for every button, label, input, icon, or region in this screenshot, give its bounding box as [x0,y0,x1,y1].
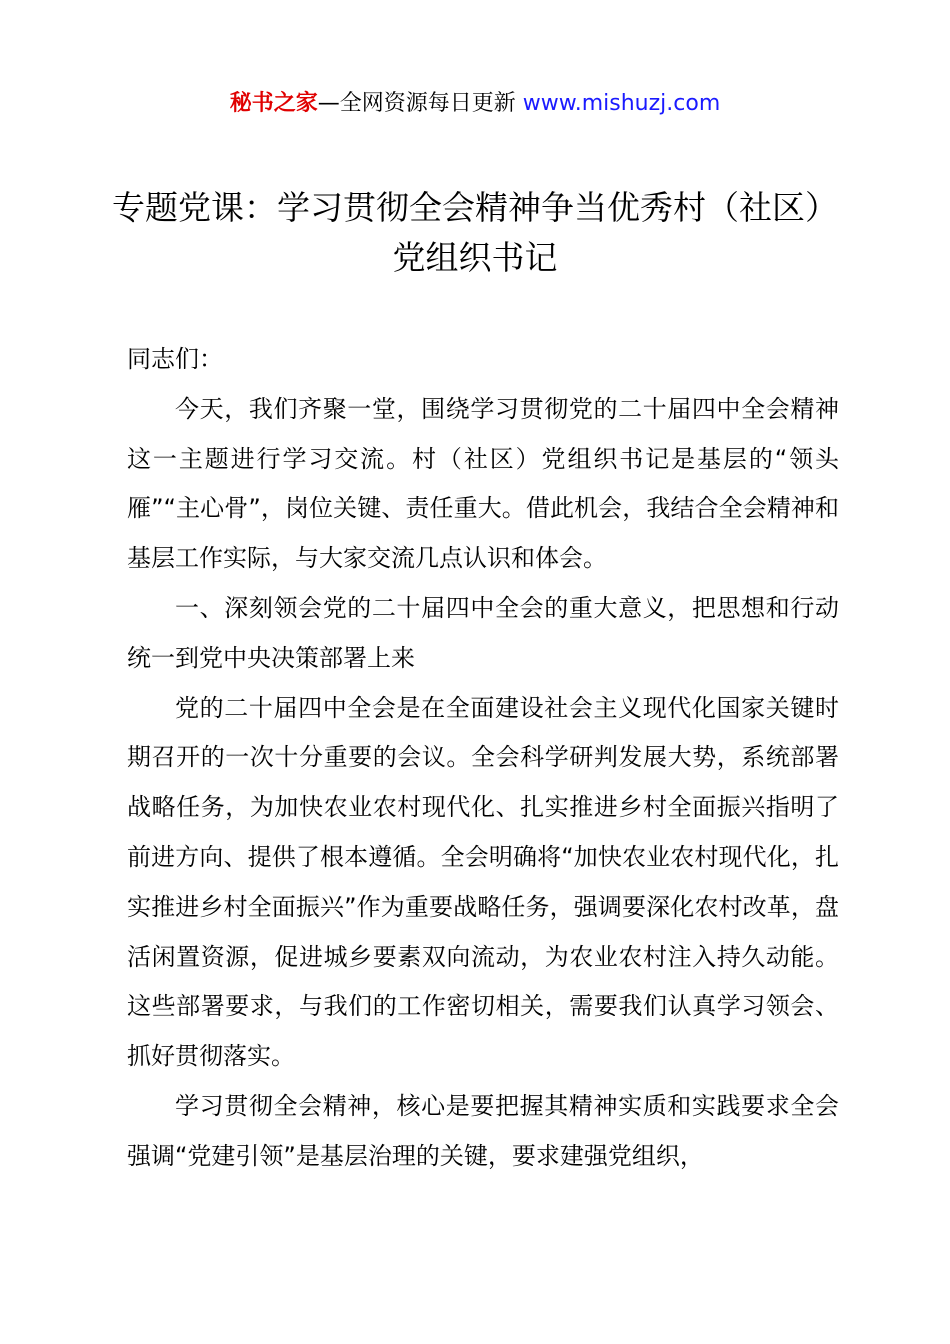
brand-name: 秘书之家 [229,91,318,116]
site-header [0,88,950,120]
document-title: 专题党课：学习贯彻全会精神争当优秀村（社区）党组织书记 [112,188,838,277]
paragraph: 学习贯彻全会精神，核心是要把握其精神实质和实践要求全会强调“党建引领”是基层治理的关键，要求建强党组织， [127,1091,839,1170]
site-url-link[interactable]: www.mishuzj.com [522,91,721,116]
section-heading: 一、深刻领会党的二十届四中全会的重大意义，把思想和行动统一到党中央决策部署上来 [127,593,839,672]
greeting: 同志们： [127,345,223,373]
paragraph: 党的二十届四中全会是在全面建设社会主义现代化国家关键时期召开的一次十分重要的会议。全会科学研判发展大势，系统部署战略任务，为加快农业农村现代化、扎实推进乡村全面振兴指明了前进方向、提供了根本遵循。全会明确将“加快农业农村现代化，扎实推进乡村全面振兴”作为重要战略任务，强调要深化农村改革，盘活闲置资源，促进城乡要素双向流动，为农业农村注入持久动能。这些部署要求，与我们的工作密切相关，需要我们认真学习领会、抓好贯彻落实。 [127,693,839,1071]
document-body [127,335,839,1182]
paragraph: 今天，我们齐聚一堂，围绕学习贯彻党的二十届四中全会精神这一主题进行学习交流。村（社区）党组织书记是基层的“领头雁”“主心骨”，岗位关键、责任重大。借此机会，我结合全会精神和基层工作实际，与大家交流几点认识和体会。 [127,394,839,573]
header-tagline: —全网资源每日更新 [317,91,523,116]
